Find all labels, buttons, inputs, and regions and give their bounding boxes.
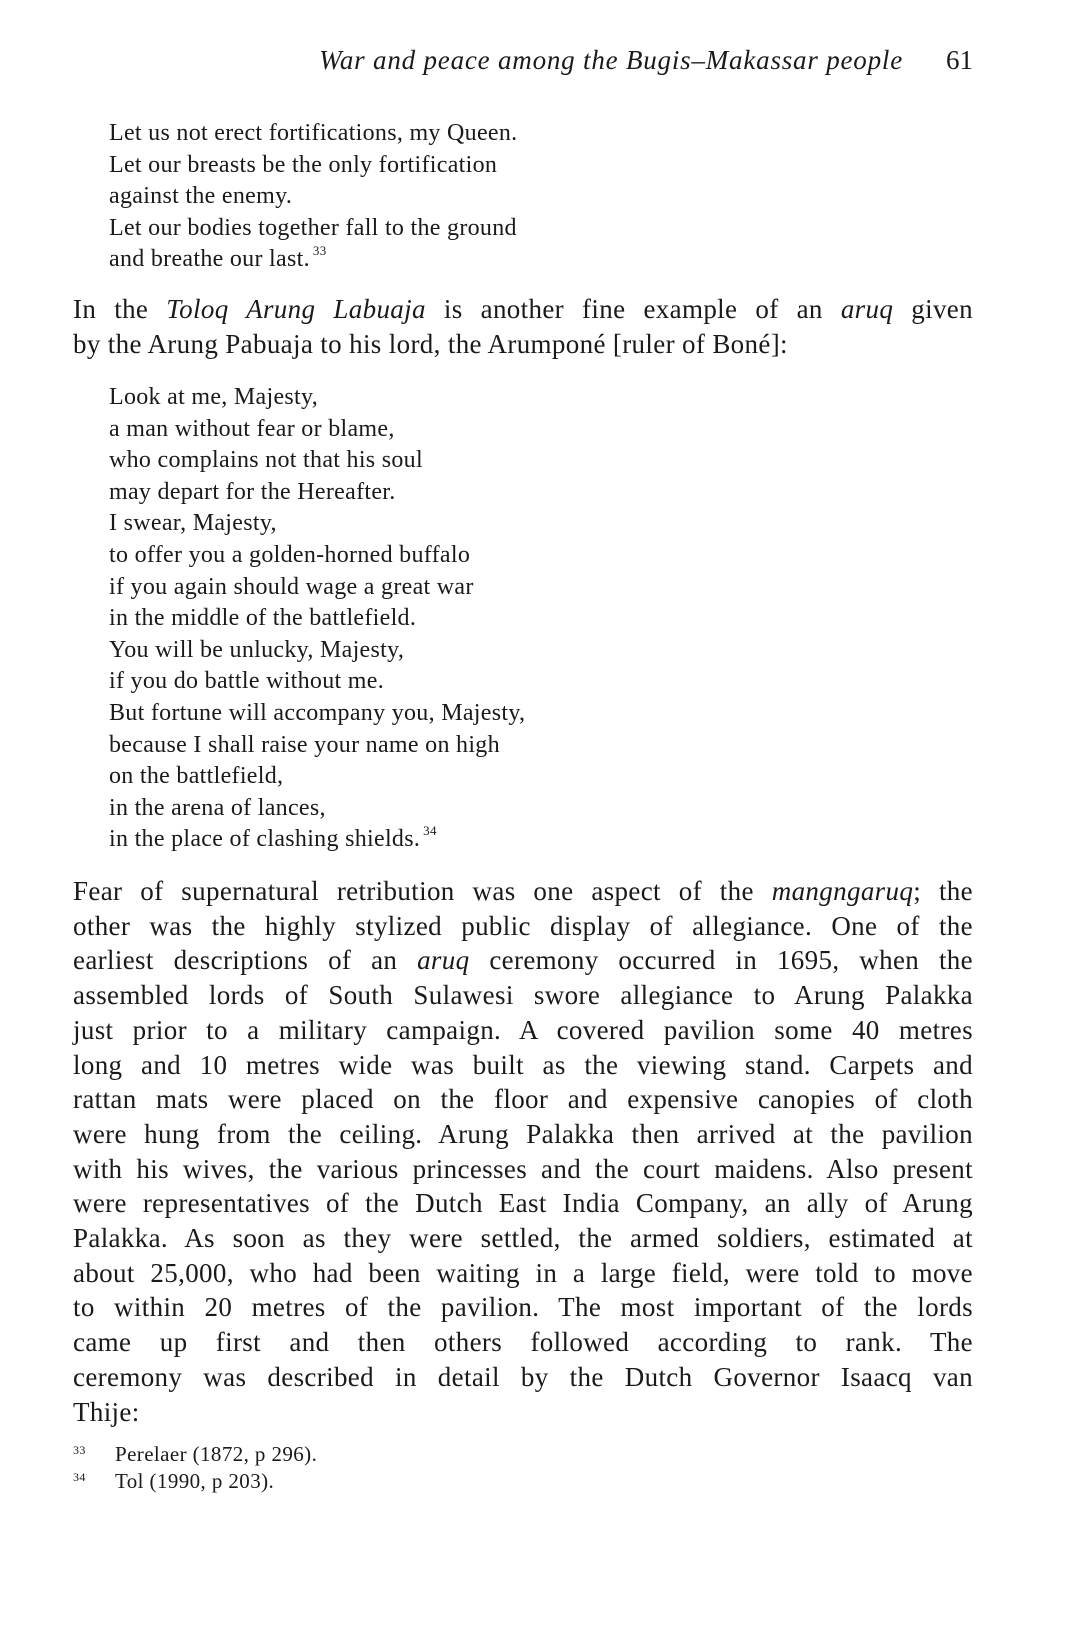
text-run: Fear of supernatural retribution was one aspect of the [73,876,772,906]
body-paragraph [73,292,973,361]
text-run: given [893,294,973,324]
paragraph-line: Thije: [73,1396,140,1427]
verse-line: Let our breasts be the only fortification [109,151,498,178]
text-run: ceremony occurred in 1695, when the [469,945,973,976]
foreign-term: mangngaruq [771,876,914,906]
footnote-number: 34 [73,1470,86,1484]
paragraph-line: with his wives, the various princesses and the court maidens. Also present [73,1153,973,1184]
paragraph-line: other was the highly stylized public display of allegiance. One of the [73,910,973,941]
paragraph-line: by the Arung Pabuaja to his lord, the Arumponé [ruler of Boné]: [73,328,788,359]
verse-line: may depart for the Hereafter. [109,478,396,505]
verse-line: Let our bodies together fall to the ground [109,214,517,241]
paragraph-line [73,292,973,327]
page-number: 61 [946,45,973,75]
verse-line: because I shall raise your name on high [109,731,500,758]
verse-line: a man without fear or blame, [109,415,395,442]
verse-line: in the middle of the battlefield. [109,605,417,632]
verse-line: against the enemy. [109,183,293,210]
verse-line [109,824,809,856]
verse-line: But fortune will accompany you, Majesty, [109,699,526,726]
text-run: In the [73,294,167,324]
paragraph-line: about 25,000, who had been waiting in a large field, were told to move [73,1257,973,1288]
paragraph-line [73,874,973,909]
paragraph-line: were representatives of the Dutch East India Company, an ally of Arung [73,1188,973,1219]
verse-line: I swear, Majesty, [109,510,277,537]
paragraph-line: long and 10 metres wide was built as the viewing stand. Carpets and [73,1049,973,1080]
footnote-text: Tol (1990, p 203). [115,1469,275,1493]
verse-line [109,244,809,276]
footnote [73,1441,973,1468]
verse-line: Look at me, Majesty, [109,384,319,410]
verse-line-text: and breathe our last. [109,246,310,273]
work-title: Toloq Arung Labuaja [166,294,426,324]
verse-line: if you again should wage a great war [109,573,474,600]
verse-line: to offer you a golden-horned buffalo [109,541,471,568]
footnote-reference[interactable]: 34 [423,823,437,839]
verse-block [109,118,809,276]
text-run: ; the [913,876,973,906]
verse-line: if you do battle without me. [109,668,385,695]
verse-line: who complains not that his soul [109,447,423,474]
text-run: is another fine example of an [425,294,841,324]
body-paragraph [73,874,973,1429]
footnote [73,1468,973,1495]
paragraph-line: Palakka. As soon as they were settled, the armed soldiers, estimated at [73,1223,973,1254]
paragraph-line [73,943,973,978]
footnote-reference[interactable]: 33 [312,243,327,259]
paragraph-line: to within 20 metres of the pavilion. The most important of the lords [73,1292,973,1323]
footnotes [73,1441,973,1495]
verse-line: Let us not erect fortifications, my Queen. [109,120,518,146]
foreign-term: aruq [417,945,470,976]
verse-block [109,382,809,856]
paragraph-line: rattan mats were placed on the floor and expensive canopies of cloth [73,1084,973,1115]
running-title: War and peace among the Bugis–Makassar people [319,45,903,75]
paragraph-line: just prior to a military campaign. A covered pavilion some 40 metres [73,1014,973,1045]
paragraph-line: came up first and then others followed according to rank. The [73,1327,973,1358]
text-run: earliest descriptions of an [73,945,418,976]
verse-line: on the battlefield, [109,763,284,790]
footnote-text: Perelaer (1872, p 296). [115,1442,318,1466]
foreign-term: aruq [840,294,894,324]
paragraph-line: assembled lords of South Sulawesi swore allegiance to Arung Palakka [73,980,973,1011]
paragraph-line: ceremony was described in detail by the Dutch Governor Isaacq van [73,1361,973,1392]
paragraph-line: were hung from the ceiling. Arung Palakka then arrived at the pavilion [73,1118,973,1149]
verse-line: You will be unlucky, Majesty, [109,636,405,663]
verse-line: in the arena of lances, [109,794,326,821]
running-header [73,40,973,80]
verse-line-text: in the place of clashing shields. [109,826,421,853]
footnote-number: 33 [73,1443,86,1457]
